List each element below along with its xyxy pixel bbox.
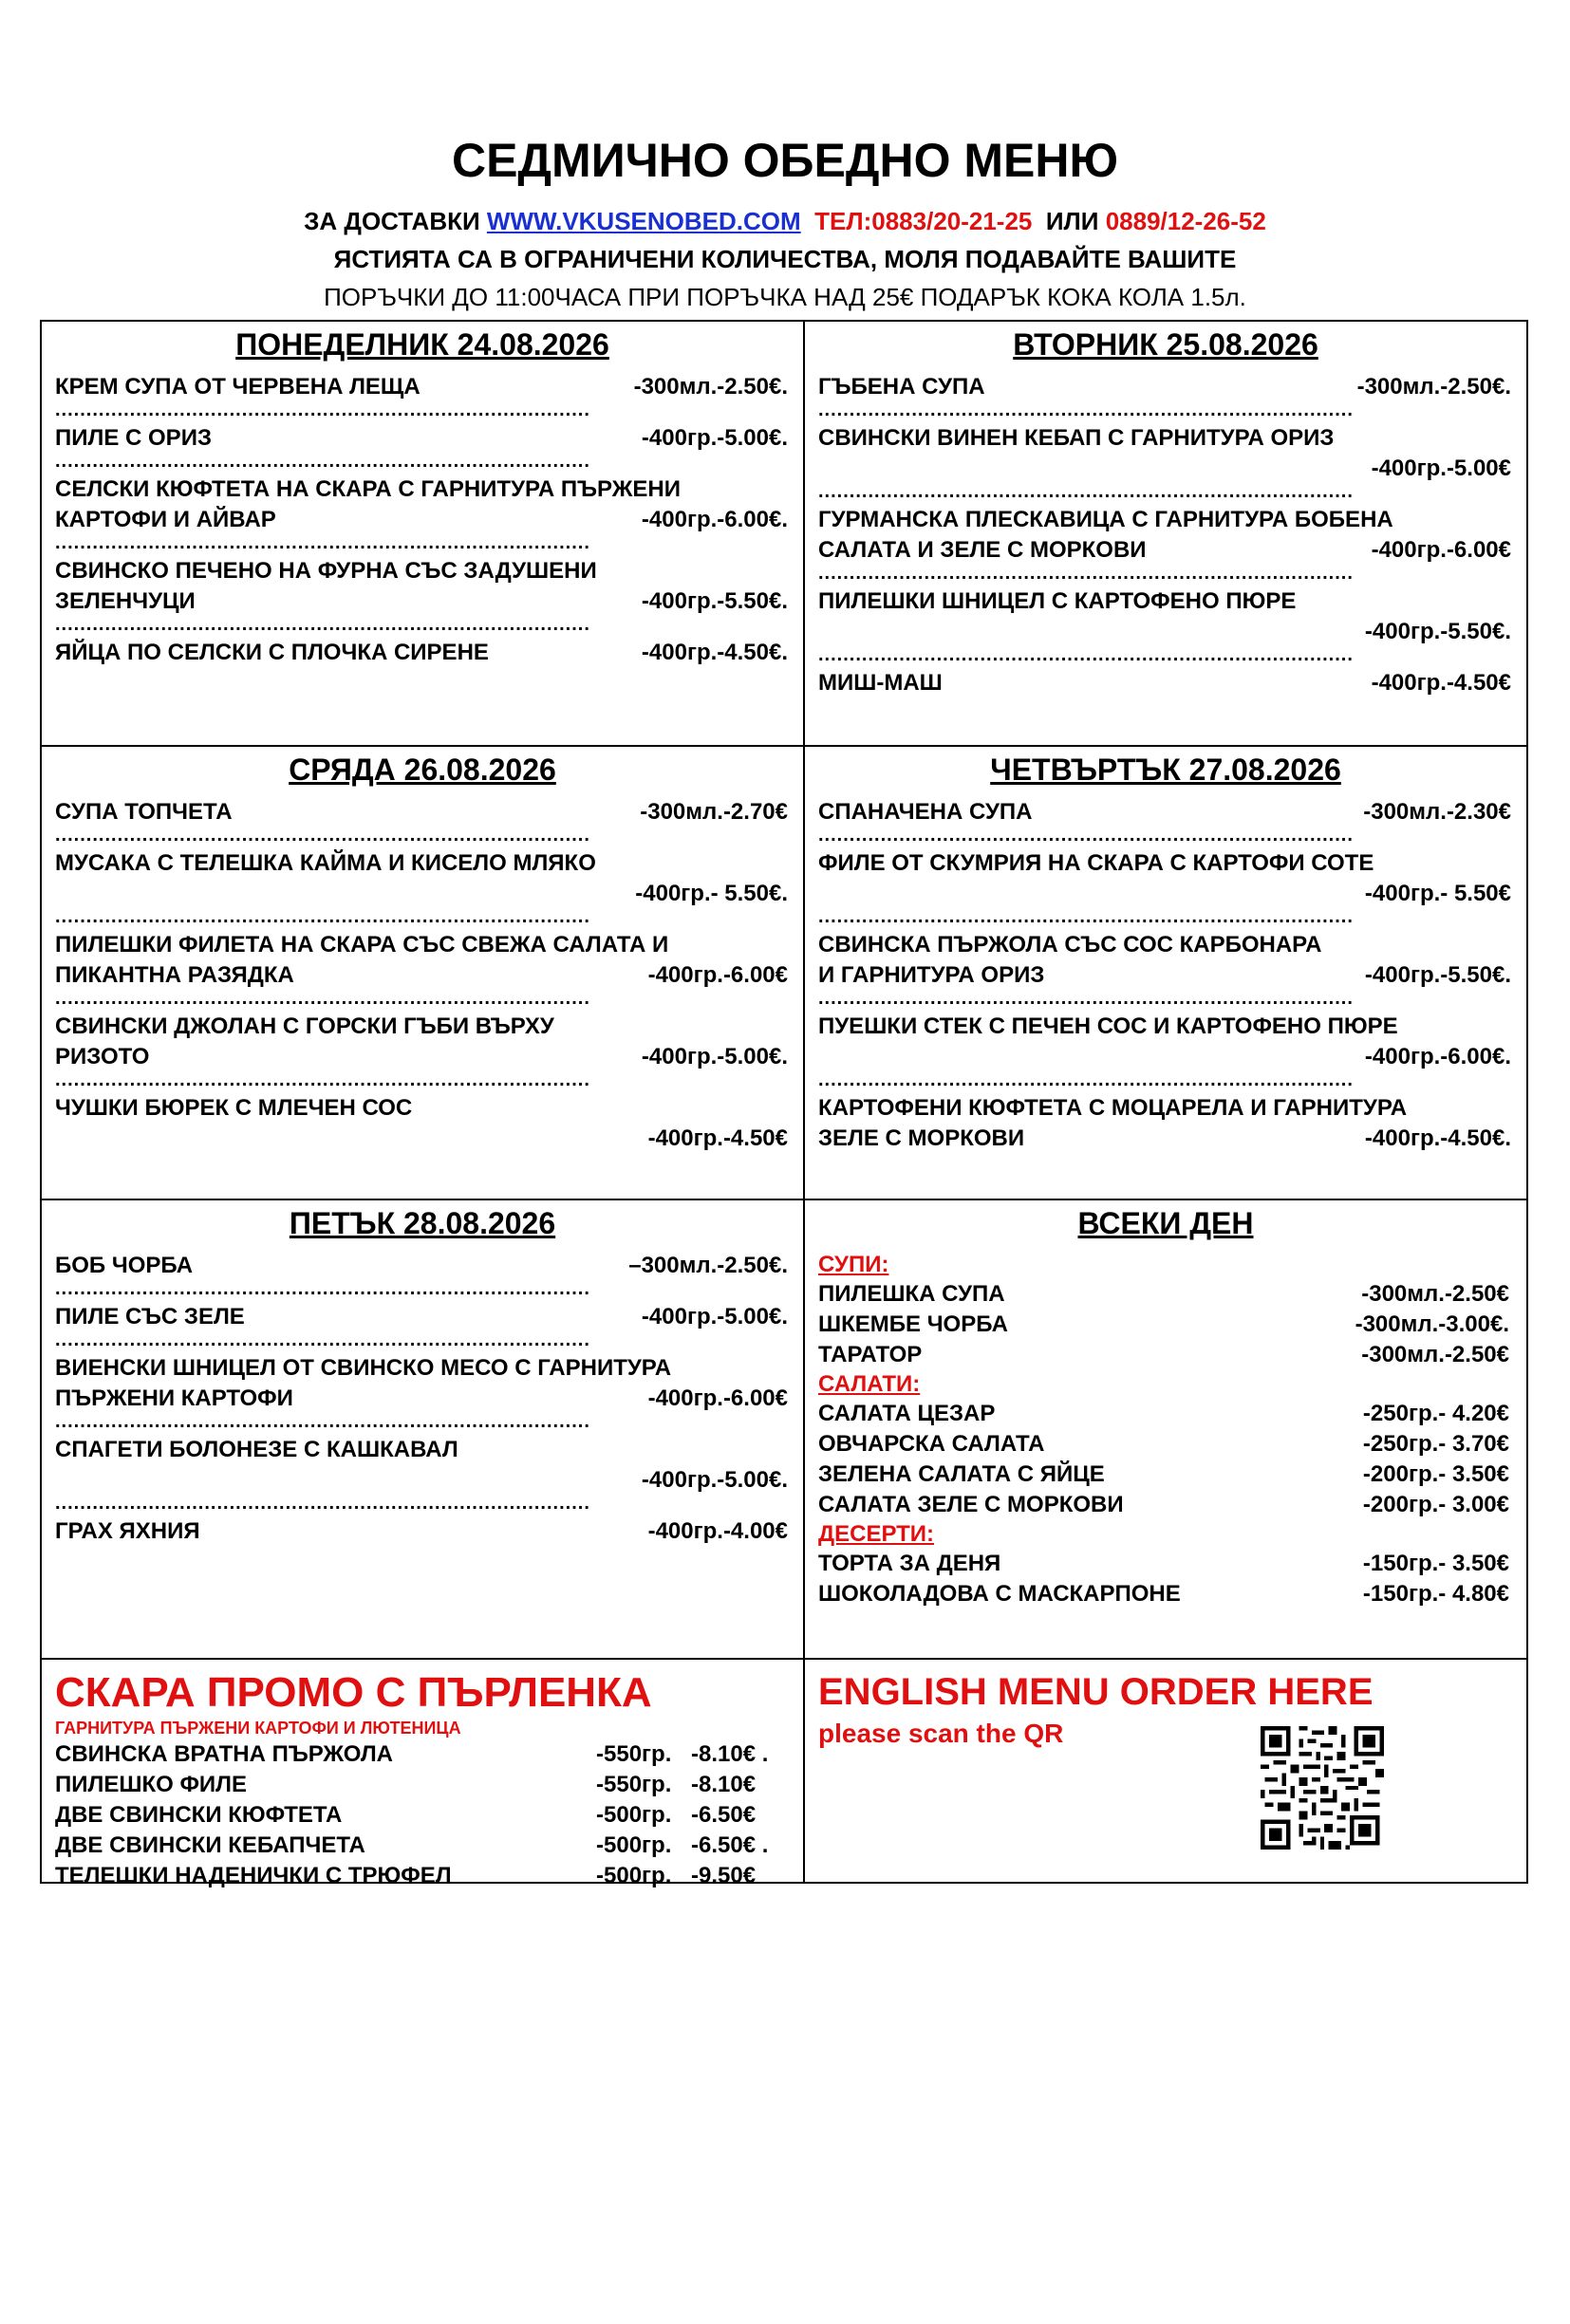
- separator: ......................................................................................: [55, 1496, 590, 1511]
- salads-label: САЛАТИ:: [818, 1371, 921, 1397]
- item-name: САЛАТА ЦЕЗАР: [818, 1401, 996, 1426]
- item-weight: -500гр.: [596, 1832, 672, 1858]
- soups-label: СУПИ:: [818, 1252, 889, 1277]
- day-title: ВТОРНИК 25.08.2026: [1013, 327, 1318, 362]
- dish-name-line2: ПЪРЖЕНИ КАРТОФИ: [55, 1385, 293, 1411]
- dish-item: [805, 586, 1526, 647]
- menu-item: [805, 1459, 1526, 1490]
- item-price: -6.50€: [691, 1802, 757, 1828]
- dish-price: -400гр.-5.00€.: [641, 1044, 788, 1069]
- dish-name: СВИНСКИ ВИНЕН КЕБАП С ГАРНИТУРА ОРИЗ: [818, 425, 1335, 451]
- menu-item: [805, 1279, 1526, 1310]
- dish-name-line2: РИЗОТО: [55, 1044, 150, 1069]
- dish-name: БОБ ЧОРБА: [55, 1253, 194, 1278]
- item-weight: -500гр.: [596, 1802, 672, 1828]
- day-title: ВСЕКИ ДЕН: [1077, 1206, 1254, 1240]
- item-price: -8.10€: [691, 1772, 757, 1797]
- separator: ......................................................................................: [55, 991, 590, 1006]
- dish-name-line2: ЗЕЛЕНЧУЦИ: [55, 588, 196, 614]
- promo-item: [42, 1861, 803, 1891]
- item-price: -250гр.- 3.70€: [1362, 1431, 1509, 1457]
- dish-item: [42, 797, 803, 827]
- dish-item: [805, 1093, 1526, 1154]
- item-price: -300мл.-3.00€.: [1355, 1311, 1509, 1337]
- separator: ......................................................................................: [55, 454, 590, 469]
- menu-item: [805, 1310, 1526, 1340]
- dish-item: [42, 1093, 803, 1154]
- dish-name: ПУЕШКИ СТЕК С ПЕЧЕН СОС И КАРТОФЕНО ПЮРЕ: [818, 1013, 1398, 1039]
- dish-item: [805, 1012, 1526, 1072]
- dish-item: [42, 1353, 803, 1414]
- delivery-prefix: ЗА ДОСТАВКИ: [304, 207, 480, 235]
- dish-item: [805, 797, 1526, 827]
- dish-name: СУПА ТОПЧЕТА: [55, 799, 233, 825]
- separator: ......................................................................................: [818, 827, 1354, 843]
- dish-name: КРЕМ СУПА ОТ ЧЕРВЕНА ЛЕЩА: [55, 374, 421, 400]
- promo-item: [42, 1800, 803, 1831]
- promo-item: [42, 1739, 803, 1770]
- limited-notice: ЯСТИЯТА СА В ОГРАНИЧЕНИ КОЛИЧЕСТВА, МОЛЯ ПОДАВАЙТЕ ВАШИТЕ: [333, 245, 1237, 273]
- page-title: СЕДМИЧНО ОБЕДНО МЕНЮ: [451, 134, 1119, 187]
- dish-price: -400гр.-6.00€: [1371, 537, 1511, 563]
- separator: ......................................................................................: [55, 1281, 590, 1296]
- dish-name: СПАНАЧЕНА СУПА: [818, 799, 1033, 825]
- menu-grid: [40, 320, 1528, 2324]
- thursday-section: [803, 745, 1528, 1200]
- dish-price: -400гр.-5.00€.: [641, 425, 788, 451]
- separator: ......................................................................................: [818, 909, 1354, 924]
- item-name: ПИЛЕШКО ФИЛЕ: [55, 1772, 248, 1797]
- delivery-line: [0, 207, 1570, 236]
- order-deadline-notice: ПОРЪЧКИ ДО 11:00ЧАСА ПРИ ПОРЪЧКА НАД 25€ ПОДАРЪК КОКА КОЛА 1.5л.: [324, 283, 1246, 311]
- dish-price: -400гр.-4.50€.: [1364, 1125, 1511, 1151]
- item-name: ШОКОЛАДОВА С МАСКАРПОНЕ: [818, 1581, 1181, 1607]
- item-weight: -550гр.: [596, 1741, 672, 1767]
- dish-item: [42, 556, 803, 617]
- dish-name: ЯЙЦА ПО СЕЛСКИ С ПЛОЧКА СИРЕНЕ: [55, 640, 489, 665]
- dish-price: -300мл.-2.50€.: [1356, 374, 1511, 400]
- dish-price: –300мл.-2.50€.: [628, 1253, 788, 1278]
- promo-item: [42, 1770, 803, 1800]
- dish-item: [42, 474, 803, 535]
- dish-name-line2: И ГАРНИТУРА ОРИЗ: [818, 962, 1045, 988]
- dish-name: ФИЛЕ ОТ СКУМРИЯ НА СКАРА С КАРТОФИ СОТЕ: [818, 850, 1374, 876]
- dish-name: ГРАХ ЯХНИЯ: [55, 1518, 200, 1544]
- dish-price: -400гр.-6.00€.: [641, 507, 788, 532]
- item-price: -200гр.- 3.00€: [1362, 1492, 1509, 1517]
- tuesday-section: [803, 320, 1528, 747]
- phone-1: ТЕЛ:0883/20-21-25: [814, 207, 1033, 235]
- item-price: -8.10€ .: [691, 1741, 769, 1767]
- separator: ......................................................................................: [818, 402, 1354, 418]
- dish-price: -400гр.-6.00€: [647, 962, 788, 988]
- or-text: ИЛИ: [1045, 207, 1099, 235]
- item-price: -9.50€: [691, 1863, 757, 1888]
- day-title: ПОНЕДЕЛНИК 24.08.2026: [235, 327, 609, 362]
- item-name: ТОРТА ЗА ДЕНЯ: [818, 1551, 1001, 1576]
- promo-subtitle: ГАРНИТУРА ПЪРЖЕНИ КАРТОФИ И ЛЮТЕНИЦА: [55, 1719, 461, 1738]
- item-name: ПИЛЕШКА СУПА: [818, 1281, 1005, 1307]
- dish-price: -400гр.-6.00€: [647, 1385, 788, 1411]
- dish-price: -300мл.-2.70€: [640, 799, 788, 825]
- dish-price: -400гр.-5.50€.: [1364, 962, 1511, 988]
- item-name: ДВЕ СВИНСКИ КЕБАПЧЕТА: [55, 1832, 365, 1858]
- separator: ......................................................................................: [818, 484, 1354, 499]
- dish-item: [805, 930, 1526, 991]
- dish-item: [805, 423, 1526, 484]
- dish-item: [42, 1435, 803, 1496]
- english-menu-subtitle: please scan the QR: [818, 1719, 1064, 1748]
- dish-name: СВИНСКИ ДЖОЛАН С ГОРСКИ ГЪБИ ВЪРХУ: [55, 1013, 554, 1039]
- item-price: -200гр.- 3.50€: [1362, 1461, 1509, 1487]
- english-menu-title: ENGLISH MENU ORDER HERE: [818, 1671, 1374, 1713]
- separator: ......................................................................................: [55, 402, 590, 418]
- phone-2: 0889/12-26-52: [1105, 207, 1266, 235]
- separator: ......................................................................................: [55, 1414, 590, 1429]
- menu-item: [805, 1399, 1526, 1429]
- item-name: ТАРАТОР: [818, 1342, 923, 1367]
- everyday-section: [803, 1199, 1528, 1660]
- dish-price: -300мл.-2.30€: [1363, 799, 1511, 825]
- dish-price: -300мл.-2.50€.: [633, 374, 788, 400]
- separator: ......................................................................................: [818, 991, 1354, 1006]
- dish-item: [42, 1251, 803, 1281]
- dish-name: ПИЛЕШКИ ФИЛЕТА НА СКАРА СЪС СВЕЖА САЛАТА И: [55, 932, 669, 957]
- item-name: ШКЕМБЕ ЧОРБА: [818, 1311, 1008, 1337]
- dish-item: [42, 1012, 803, 1072]
- menu-item: [805, 1579, 1526, 1609]
- dish-price: -400гр.-4.50€.: [641, 640, 788, 665]
- dish-name: КАРТОФЕНИ КЮФТЕТА С МОЦАРЕЛА И ГАРНИТУРА: [818, 1095, 1408, 1121]
- item-price: -250гр.- 4.20€: [1362, 1401, 1509, 1426]
- dish-price: -400гр.- 5.50€: [1364, 881, 1511, 906]
- separator: ......................................................................................: [55, 535, 590, 550]
- dish-name-line2: КАРТОФИ И АЙВАР: [55, 507, 276, 532]
- dish-item: [42, 423, 803, 454]
- item-name: СВИНСКА ВРАТНА ПЪРЖОЛА: [55, 1741, 394, 1767]
- dish-item: [805, 668, 1526, 698]
- dish-price: -400гр.-5.00€: [1371, 456, 1511, 481]
- separator: ......................................................................................: [55, 1072, 590, 1088]
- dish-name: ГУРМАНСКА ПЛЕСКАВИЦА С ГАРНИТУРА БОБЕНА: [818, 507, 1393, 532]
- grill-promo-section: [40, 1658, 805, 1888]
- dish-name: ГЪБЕНА СУПА: [818, 374, 985, 400]
- separator: ......................................................................................: [818, 647, 1354, 662]
- item-price: -300мл.-2.50€: [1361, 1281, 1509, 1307]
- dish-name: СВИНСКА ПЪРЖОЛА СЪС СОС КАРБОНАРА: [818, 932, 1322, 957]
- dish-name: СПАГЕТИ БОЛОНЕЗЕ С КАШКАВАЛ: [55, 1437, 458, 1462]
- dish-price: -400гр.-4.00€: [647, 1518, 788, 1544]
- dish-item: [42, 930, 803, 991]
- dish-name: СВИНСКО ПЕЧЕНО НА ФУРНА СЪС ЗАДУШЕНИ: [55, 558, 597, 584]
- dish-name: ПИЛЕ СЪС ЗЕЛЕ: [55, 1304, 245, 1329]
- dish-name-line2: ЗЕЛЕ С МОРКОВИ: [818, 1125, 1025, 1151]
- wednesday-section: [40, 745, 805, 1200]
- dish-item: [805, 372, 1526, 402]
- dish-price: -400гр.-5.50€.: [641, 588, 788, 614]
- item-price: -150гр.- 3.50€: [1362, 1551, 1509, 1576]
- menu-item: [805, 1340, 1526, 1370]
- dish-price: -400гр.-5.50€.: [1364, 619, 1511, 644]
- item-weight: -550гр.: [596, 1772, 672, 1797]
- day-title: ЧЕТВЪРТЪК 27.08.2026: [990, 753, 1341, 787]
- friday-section: [40, 1199, 805, 1660]
- dish-price: -400гр.-4.50€: [1371, 670, 1511, 696]
- dish-price: -400гр.-5.00€.: [641, 1467, 788, 1493]
- separator: ......................................................................................: [55, 827, 590, 843]
- dish-item: [42, 848, 803, 909]
- separator: ......................................................................................: [55, 617, 590, 632]
- dish-item: [42, 638, 803, 668]
- desserts-label: ДЕСЕРТИ:: [818, 1521, 935, 1547]
- dish-name: ЧУШКИ БЮРЕК С МЛЕЧЕН СОС: [55, 1095, 413, 1121]
- dish-name-line2: САЛАТА И ЗЕЛЕ С МОРКОВИ: [818, 537, 1147, 563]
- dish-name: ПИЛЕШКИ ШНИЦЕЛ С КАРТОФЕНО ПЮРЕ: [818, 588, 1297, 614]
- menu-item: [805, 1429, 1526, 1459]
- qr-code-icon[interactable]: [1261, 1726, 1384, 1850]
- dish-name: ПИЛЕ С ОРИЗ: [55, 425, 212, 451]
- dish-item: [805, 505, 1526, 566]
- item-name: ДВЕ СВИНСКИ КЮФТЕТА: [55, 1802, 343, 1828]
- item-price: -150гр.- 4.80€: [1362, 1581, 1509, 1607]
- dish-name: МИШ-МАШ: [818, 670, 943, 696]
- monday-section: [40, 320, 805, 747]
- website-link[interactable]: WWW.VKUSENOBED.COM: [486, 207, 801, 235]
- separator: ......................................................................................: [55, 909, 590, 924]
- separator: ......................................................................................: [55, 1332, 590, 1348]
- menu-item: [805, 1490, 1526, 1520]
- item-name: САЛАТА ЗЕЛЕ С МОРКОВИ: [818, 1492, 1124, 1517]
- item-price: -300мл.-2.50€: [1361, 1342, 1509, 1367]
- dish-price: -400гр.-6.00€.: [1364, 1044, 1511, 1069]
- dish-price: -400гр.-5.00€.: [641, 1304, 788, 1329]
- item-price: -6.50€ .: [691, 1832, 769, 1858]
- separator: ......................................................................................: [818, 1072, 1354, 1088]
- dish-name: ВИЕНСКИ ШНИЦЕЛ ОТ СВИНСКО МЕСО С ГАРНИТУРА: [55, 1355, 672, 1381]
- menu-item: [805, 1549, 1526, 1579]
- dish-name: СЕЛСКИ КЮФТЕТА НА СКАРА С ГАРНИТУРА ПЪРЖЕНИ: [55, 476, 682, 502]
- separator: ......................................................................................: [818, 566, 1354, 581]
- item-name: ЗЕЛЕНА САЛАТА С ЯЙЦЕ: [818, 1461, 1105, 1487]
- dish-name: МУСАКА С ТЕЛЕШКА КАЙМА И КИСЕЛО МЛЯКО: [55, 850, 596, 876]
- dish-item: [42, 1516, 803, 1547]
- dish-item: [42, 372, 803, 402]
- english-menu-section: [803, 1658, 1528, 1884]
- item-weight: -500гр.: [596, 1863, 672, 1888]
- item-name: ОВЧАРСКА САЛАТА: [818, 1431, 1045, 1457]
- dish-item: [42, 1302, 803, 1332]
- dish-price: -400гр.- 5.50€.: [635, 881, 788, 906]
- dish-price: -400гр.-4.50€: [647, 1125, 788, 1151]
- day-title: ПЕТЪК 28.08.2026: [289, 1206, 556, 1240]
- day-title: СРЯДА 26.08.2026: [289, 753, 556, 787]
- item-name: ТЕЛЕШКИ НАДЕНИЧКИ С ТРЮФЕЛ: [55, 1863, 452, 1888]
- dish-item: [805, 848, 1526, 909]
- promo-title: СКАРА ПРОМО С ПЪРЛЕНКА: [55, 1669, 652, 1716]
- dish-name-line2: ПИКАНТНА РАЗЯДКА: [55, 962, 294, 988]
- promo-item: [42, 1831, 803, 1861]
